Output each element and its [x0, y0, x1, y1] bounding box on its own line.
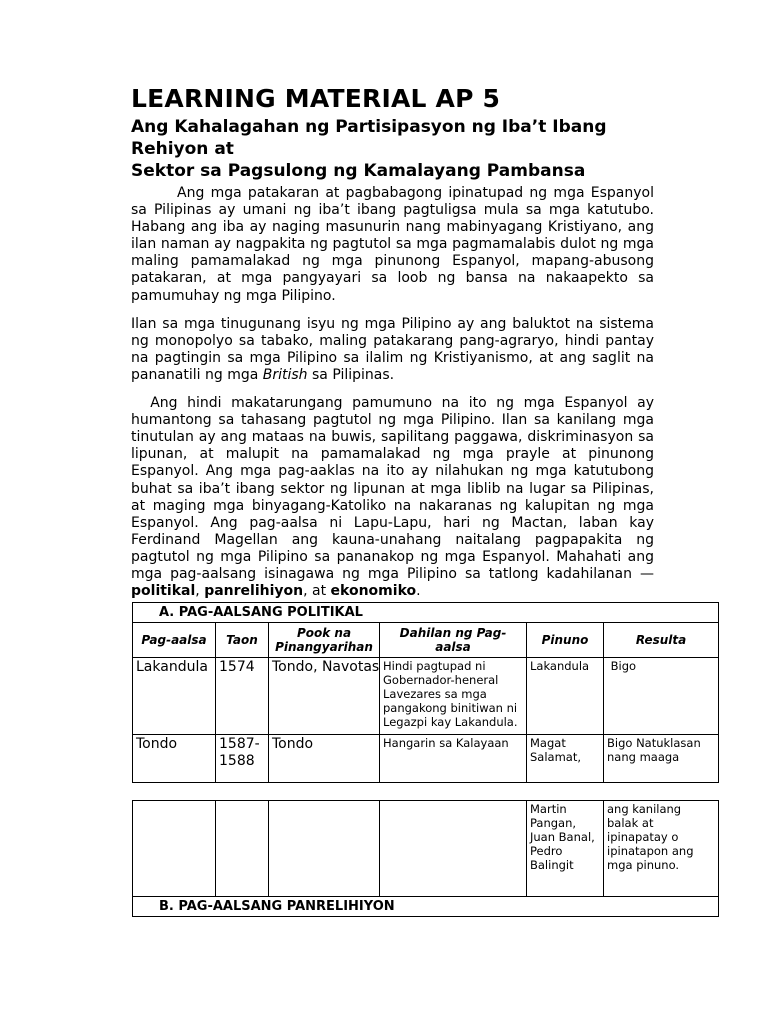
cell-pag-aalsa: Tondo — [133, 735, 216, 783]
cell-pinuno: Magat Salamat, — [527, 735, 604, 783]
table-row — [133, 658, 719, 735]
table-row — [133, 735, 719, 783]
cell-empty — [380, 801, 527, 897]
cell-pook: Tondo — [269, 735, 380, 783]
paragraph-1: Ang mga patakaran at pagbabagong ipinatupad ng mga Espanyol sa Pilipinas ay umani ng iba’t ibang pagtuligsa mula sa mga katutubo. Habang ang iba ay naging masunurin nang mabinyagang Kristiyano, ang ilan naman ay nagpakita ng pagtutol sa mga pagmamalabis dulot ng mga maling pamamalakad ng mga pinunong Espanyol, mapang-abusong patakaran, at mga pangyayari sa loob ng bansa na nakaapekto sa pamumuhay ng mga Pilipino. — [131, 185, 654, 304]
separator-1: , — [195, 583, 205, 600]
cell-empty — [216, 801, 269, 897]
document-subtitle — [131, 116, 651, 182]
cell-resulta: Bigo — [604, 658, 719, 735]
subtitle-line-2: Sektor sa Pagsulong ng Kamalayang Pambansa — [131, 161, 586, 181]
document-page — [131, 84, 718, 917]
paragraph-2-text-a: Ilan sa mga tinugunang isyu ng mga Pilipino ay ang baluktot na sistema ng monopolyo sa tabako, maling patakarang pang-agraryo, hindi pantay na pagtingin sa mga Pilipino sa ilalim ng Kristiyanismo, at ang saglit na pananatili ng mga — [131, 315, 654, 383]
uprisings-table-continued — [132, 800, 719, 917]
column-header: Taon — [216, 623, 269, 658]
bold-ekonomiko: ekonomiko — [330, 583, 417, 600]
cell-empty — [269, 801, 380, 897]
cell-resulta: Bigo Natuklasan nang maaga — [604, 735, 719, 783]
document-title: LEARNING MATERIAL AP 5 — [131, 84, 501, 113]
cell-taon: 1574 — [216, 658, 269, 735]
table-header-row — [133, 623, 719, 658]
subtitle-line-1: Ang Kahalagahan ng Partisipasyon ng Iba’t Ibang Rehiyon at — [131, 117, 607, 159]
section-b-heading: B. PAG-AALSANG PANRELIHIYON — [133, 897, 719, 917]
cell-pag-aalsa: Lakandula — [133, 658, 216, 735]
cell-resulta: ang kanilang balak at ipinapatay o ipinatapon ang mga pinuno. — [604, 801, 719, 897]
column-header: Pook na Pinangyarihan — [269, 623, 380, 658]
cell-dahilan: Hindi pagtupad ni Gobernador-heneral Lavezares sa mga pangakong binitiwan ni Legazpi kay Lakandula. — [380, 658, 527, 735]
column-header: Pag-aalsa — [133, 623, 216, 658]
uprisings-table — [132, 602, 719, 783]
cell-taon: 1587-1588 — [216, 735, 269, 783]
paragraph-3 — [131, 395, 659, 600]
paragraph-2-italic: British — [262, 366, 308, 383]
bold-panrelihiyon: panrelihiyon — [204, 583, 304, 600]
cell-empty — [133, 801, 216, 897]
cell-pook: Tondo, Navotas — [269, 658, 380, 735]
column-header: Pinuno — [527, 623, 604, 658]
cell-pinuno: Lakandula — [527, 658, 604, 735]
bold-politikal: politikal — [131, 583, 196, 600]
table-row — [133, 801, 719, 897]
paragraph-2 — [131, 316, 654, 384]
separator-2: , at — [303, 583, 331, 600]
column-header: Dahilan ng Pag-aalsa — [380, 623, 527, 658]
paragraph-end: . — [416, 583, 421, 600]
cell-pinuno: Martin Pangan, Juan Banal, Pedro Balingit — [527, 801, 604, 897]
section-a-heading: A. PAG-AALSANG POLITIKAL — [133, 603, 719, 623]
column-header: Resulta — [604, 623, 719, 658]
cell-dahilan: Hangarin sa Kalayaan — [380, 735, 527, 783]
paragraph-3-text: Ang hindi makatarungang pamumuno na ito ng mga Espanyol ay humantong sa tahasang pagtutol ng mga Pilipino. Ilan sa kanilang mga tinutulan ay ang mataas na buwis, sapilitang paggawa, diskriminasyon sa lipunan, at malupit na pamamalakad ng mga prayle at pinunong Espanyol. Ang mga pag-aaklas na ito ay nilahukan ng mga katutubong buhat sa iba’t ibang sektor ng lipunan at mga liblib na lugar sa Pilipinas, at maging mga binyagang-Katoliko na nakaranas ng kalupitan ng mga Espanyol. Ang pag-aalsa ni Lapu-Lapu, hari ng Mactan, laban kay Ferdinand Magellan ang kauna-unahang naitalang pagpapakita ng pagtutol ng mga Pilipino sa pananakop ng mga Espanyol. Mahahati ang mga pag-aalsang isinagawa ng mga Pilipino sa tatlong kadahilanan — — [131, 395, 659, 582]
paragraph-2-text-b: sa Pilipinas. — [307, 366, 395, 383]
